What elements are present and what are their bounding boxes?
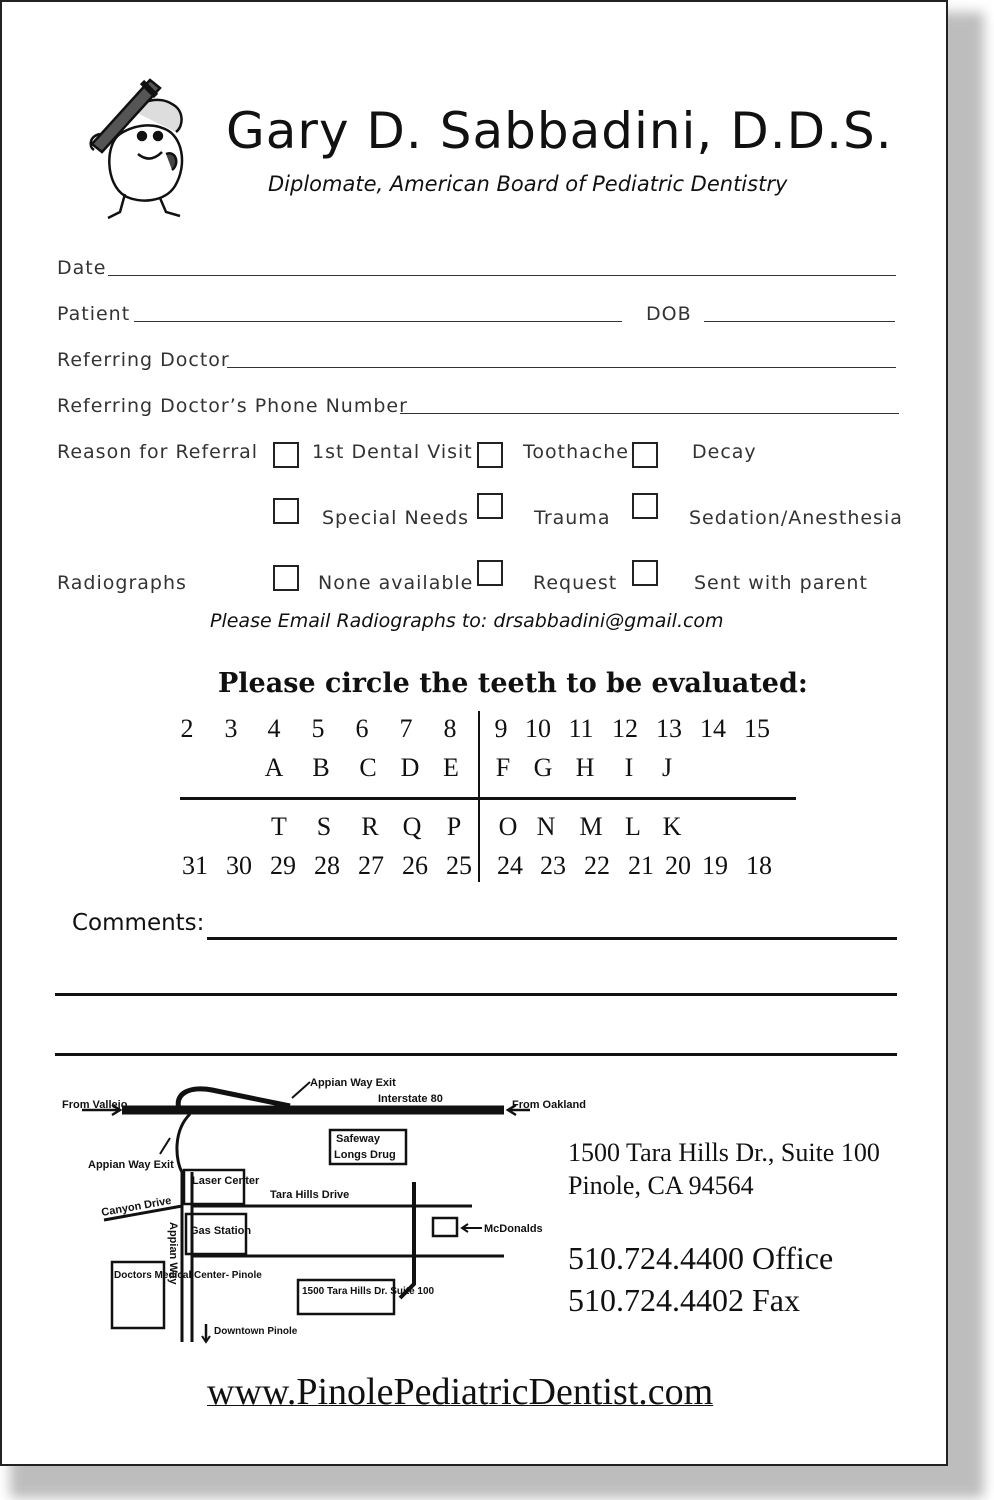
location-map	[52, 1072, 586, 1357]
lower-primary-tooth-K[interactable]: K	[662, 812, 682, 841]
special-needs-label: Special Needs	[322, 507, 470, 529]
lower-permanent-tooth-21[interactable]: 21	[628, 851, 654, 880]
lower-primary-tooth-R[interactable]: R	[361, 812, 379, 841]
map-laser-center: Laser Center	[192, 1175, 260, 1187]
teeth-occlusal-line	[180, 797, 796, 800]
lower-permanent-tooth-28[interactable]: 28	[314, 851, 340, 880]
doctor-name-title: Gary D. Sabbadini, D.D.S.	[226, 102, 893, 160]
map-mcdonalds: McDonalds	[484, 1223, 543, 1235]
map-safeway: Safeway	[336, 1133, 381, 1145]
upper-permanent-tooth-2[interactable]: 2	[180, 714, 194, 743]
lower-primary-tooth-S[interactable]: S	[316, 812, 332, 841]
upper-primary-tooth-F[interactable]: F	[495, 753, 511, 782]
lower-primary-tooth-L[interactable]: L	[625, 812, 641, 841]
upper-permanent-tooth-13[interactable]: 13	[656, 714, 682, 743]
map-downtown: Downtown Pinole	[214, 1326, 298, 1337]
upper-permanent-tooth-15[interactable]: 15	[744, 714, 770, 743]
lower-permanent-tooth-23[interactable]: 23	[540, 851, 566, 880]
lower-permanent-tooth-31[interactable]: 31	[182, 851, 208, 880]
map-tara-hills: Tara Hills Drive	[270, 1189, 350, 1201]
upper-permanent-tooth-4[interactable]: 4	[267, 714, 281, 743]
map-office-box: 1500 Tara Hills Dr. Suite 100	[302, 1286, 435, 1297]
map-gas-station: Gas Station	[190, 1225, 252, 1237]
comments-label: Comments:	[72, 910, 205, 936]
sedation-checkbox[interactable]	[632, 493, 658, 519]
upper-permanent-tooth-7[interactable]: 7	[399, 714, 413, 743]
upper-permanent-tooth-8[interactable]: 8	[443, 714, 457, 743]
date-label: Date	[57, 257, 107, 279]
map-canyon-drive: Canyon Drive	[100, 1194, 173, 1219]
lower-primary-tooth-P[interactable]: P	[446, 812, 462, 841]
upper-primary-tooth-I[interactable]: I	[624, 753, 634, 782]
upper-permanent-tooth-5[interactable]: 5	[311, 714, 325, 743]
request-checkbox[interactable]	[477, 560, 503, 586]
lower-permanent-tooth-19[interactable]: 19	[702, 851, 728, 880]
lower-permanent-tooth-22[interactable]: 22	[584, 851, 610, 880]
first-visit-checkbox[interactable]	[273, 442, 299, 468]
toothache-checkbox[interactable]	[477, 442, 503, 468]
upper-permanent-tooth-14[interactable]: 14	[700, 714, 726, 743]
lower-primary-tooth-Q[interactable]: Q	[402, 812, 422, 841]
comments-line-1[interactable]	[207, 937, 897, 940]
patient-field[interactable]	[134, 321, 622, 322]
trauma-checkbox[interactable]	[477, 493, 503, 519]
sent-with-parent-label: Sent with parent	[694, 572, 868, 594]
lower-permanent-tooth-27[interactable]: 27	[358, 851, 384, 880]
date-field[interactable]	[108, 275, 896, 276]
map-appian-exit-top: Appian Way Exit	[310, 1077, 396, 1089]
lower-primary-tooth-O[interactable]: O	[498, 812, 518, 841]
sent-with-parent-checkbox[interactable]	[632, 560, 658, 586]
none-available-label: None available	[318, 572, 474, 594]
fax-number: 510.724.4402 Fax	[568, 1282, 800, 1318]
lower-permanent-tooth-30[interactable]: 30	[226, 851, 252, 880]
dob-field[interactable]	[704, 321, 895, 322]
upper-primary-tooth-G[interactable]: G	[533, 753, 553, 782]
upper-primary-tooth-J[interactable]: J	[661, 753, 673, 782]
none-available-checkbox[interactable]	[273, 565, 299, 591]
radiographs-label: Radiographs	[57, 572, 187, 594]
lower-permanent-tooth-20[interactable]: 20	[665, 851, 691, 880]
upper-permanent-tooth-12[interactable]: 12	[612, 714, 638, 743]
map-from-vallejo: From Vallejo	[62, 1099, 128, 1111]
map-doctors-medical: Doctors Medical Center- Pinole	[114, 1270, 262, 1281]
doctor-phone-label: Referring Doctor’s Phone Number	[57, 395, 408, 417]
map-appian-exit-left: Appian Way Exit	[88, 1159, 174, 1171]
toothache-label: Toothache	[523, 441, 629, 463]
upper-primary-tooth-A[interactable]: A	[264, 753, 284, 782]
decay-checkbox[interactable]	[632, 442, 658, 468]
upper-permanent-tooth-9[interactable]: 9	[494, 714, 508, 743]
referral-reason-label: Reason for Referral	[57, 441, 259, 463]
office-phone: 510.724.4400 Office	[568, 1240, 834, 1276]
comments-line-3[interactable]	[55, 1053, 897, 1056]
map-longs: Longs Drug	[334, 1149, 396, 1161]
upper-primary-tooth-E[interactable]: E	[443, 753, 459, 782]
comments-line-2[interactable]	[55, 993, 897, 996]
lower-permanent-tooth-29[interactable]: 29	[270, 851, 296, 880]
upper-permanent-tooth-3[interactable]: 3	[224, 714, 238, 743]
lower-permanent-tooth-25[interactable]: 25	[446, 851, 472, 880]
decay-label: Decay	[692, 441, 757, 463]
dob-label: DOB	[646, 303, 692, 325]
lower-primary-tooth-N[interactable]: N	[536, 812, 556, 841]
upper-permanent-tooth-10[interactable]: 10	[525, 714, 551, 743]
email-note: Please Email Radiographs to: drsabbadini@gmail.com	[210, 610, 724, 632]
upper-permanent-tooth-6[interactable]: 6	[355, 714, 369, 743]
trauma-label: Trauma	[534, 507, 611, 529]
referring-doctor-field[interactable]	[227, 367, 896, 368]
request-label: Request	[533, 572, 618, 594]
upper-primary-tooth-H[interactable]: H	[575, 753, 595, 782]
upper-primary-tooth-C[interactable]: C	[359, 753, 377, 782]
upper-permanent-tooth-11[interactable]: 11	[568, 714, 594, 743]
doctor-credential-subtitle: Diplomate, American Board of Pediatric Dentistry	[268, 172, 788, 196]
website-link[interactable]: www.PinolePediatricDentist.com	[207, 1371, 714, 1413]
lower-permanent-tooth-26[interactable]: 26	[402, 851, 428, 880]
tooth-mascot-logo	[80, 74, 200, 224]
first-visit-label: 1st Dental Visit	[312, 441, 473, 463]
lower-primary-tooth-M[interactable]: M	[579, 812, 603, 841]
sedation-label: Sedation/Anesthesia	[689, 507, 903, 529]
teeth-heading: Please circle the teeth to be evaluated:	[218, 668, 808, 699]
patient-label: Patient	[57, 303, 131, 325]
address-line-1: 1500 Tara Hills Dr., Suite 100	[568, 1138, 880, 1167]
referring-doctor-label: Referring Doctor	[57, 349, 230, 371]
special-needs-checkbox[interactable]	[273, 498, 299, 524]
upper-primary-tooth-B[interactable]: B	[312, 753, 330, 782]
map-from-oakland: From Oakland	[512, 1099, 586, 1111]
lower-permanent-tooth-18[interactable]: 18	[746, 851, 772, 880]
lower-permanent-tooth-24[interactable]: 24	[497, 851, 523, 880]
map-appian-way: Appian Way	[167, 1222, 179, 1285]
upper-primary-tooth-D[interactable]: D	[400, 753, 420, 782]
doctor-phone-field[interactable]	[400, 413, 899, 414]
map-interstate: Interstate 80	[378, 1093, 443, 1105]
address-line-2: Pinole, CA 94564	[568, 1171, 754, 1200]
lower-primary-tooth-T[interactable]: T	[271, 812, 287, 841]
